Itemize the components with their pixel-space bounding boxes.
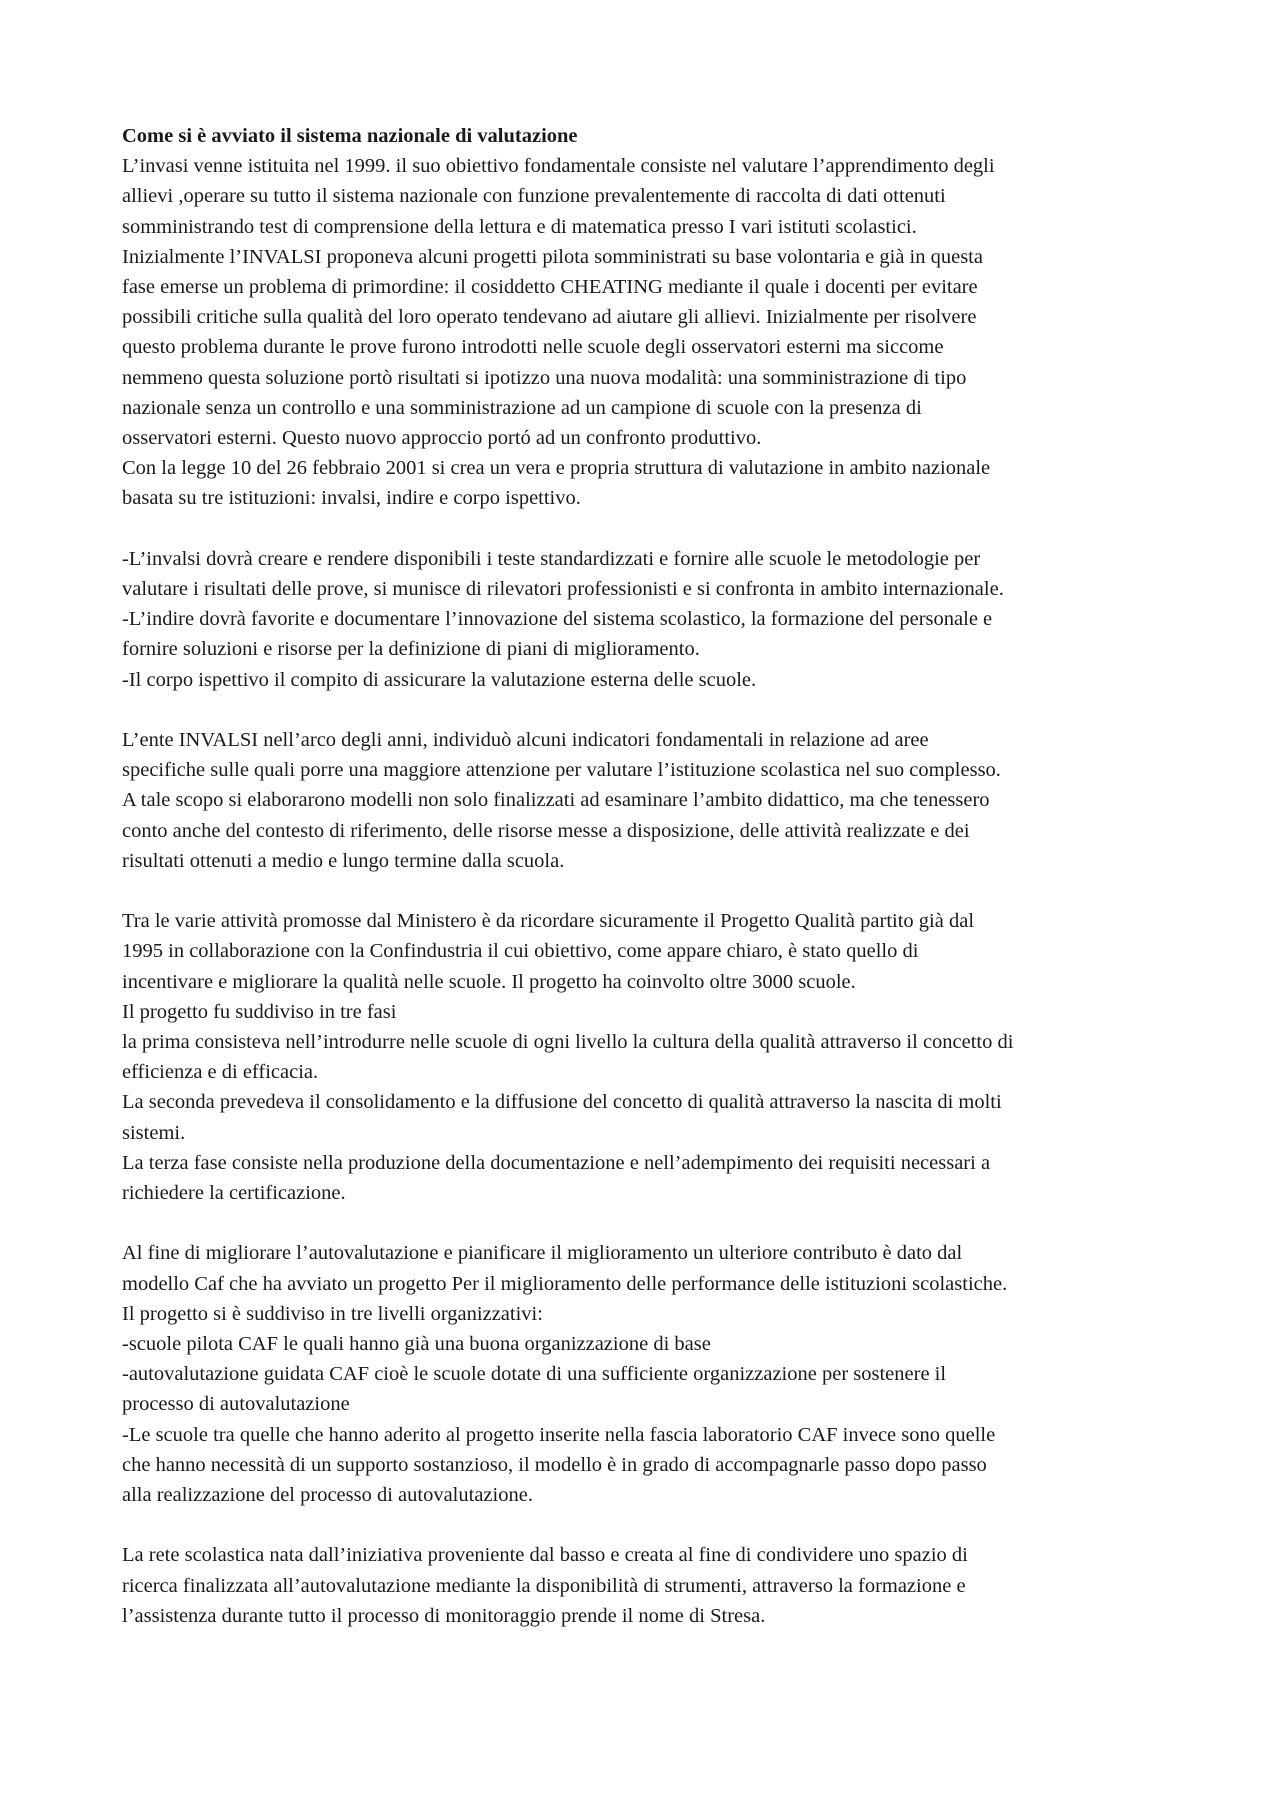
text-line: somministrando test di comprensione della lettura e di matematica presso I vari istituti scolastici.	[122, 215, 917, 238]
text-line: modello Caf che ha avviato un progetto Per il miglioramento delle performance delle istituzioni scolastiche.	[122, 1272, 1008, 1295]
document-body	[122, 151, 1170, 1631]
text-line: valutare i risultati delle prove, si munisce di rilevatori professionisti e si confronta in ambito internazionale.	[122, 578, 1004, 601]
paragraph-spacer	[122, 695, 1170, 725]
text-line: -scuole pilota CAF le quali hanno già una buona organizzazione di base	[122, 1333, 711, 1356]
text-line: L’ente INVALSI nell’arco degli anni, individuò alcuni indicatori fondamentali in relazione ad aree	[122, 729, 929, 752]
text-line: incentivare e migliorare la qualità nelle scuole. Il progetto ha coinvolto oltre 3000 scuole.	[122, 970, 856, 993]
text-line: allievi ,operare su tutto il sistema nazionale con funzione prevalentemente di raccolta di dati ottenuti	[122, 185, 946, 208]
text-line: Il progetto fu suddiviso in tre fasi	[122, 1000, 397, 1023]
text-line: osservatori esterni. Questo nuovo approccio portó ad un confronto produttivo.	[122, 427, 762, 450]
paragraph-spacer	[122, 1208, 1170, 1238]
paragraph-spacer	[122, 876, 1170, 906]
text-line: richiedere la certificazione.	[122, 1182, 346, 1205]
text-line: basata su tre istituzioni: invalsi, indire e corpo ispettivo.	[122, 487, 581, 510]
paragraph	[122, 1540, 1170, 1631]
text-line: processo di autovalutazione	[122, 1393, 350, 1416]
text-line: risultati ottenuti a medio e lungo termine dalla scuola.	[122, 849, 565, 872]
text-line: -Il corpo ispettivo il compito di assicurare la valutazione esterna delle scuole.	[122, 668, 757, 691]
text-line: che hanno necessità di un supporto sostanzioso, il modello è in grado di accompagnarle passo dopo passo	[122, 1453, 987, 1476]
text-line: -Le scuole tra quelle che hanno aderito al progetto inserite nella fascia laboratorio CAF invece sono quelle	[122, 1423, 996, 1446]
text-line: fornire soluzioni e risorse per la definizione di piani di miglioramento.	[122, 638, 700, 661]
text-line: nazionale senza un controllo e una somministrazione ad un campione di scuole con la presenza di	[122, 396, 922, 419]
text-line: A tale scopo si elaborarono modelli non solo finalizzati ad esaminare l’ambito didattico, ma che tenessero	[122, 789, 990, 812]
paragraph	[122, 906, 1170, 1208]
text-line: -L’indire dovrà favorite e documentare l’innovazione del sistema scolastico, la formazione del personale e	[122, 608, 993, 631]
document-title: Come si è avviato il sistema nazionale di valutazione	[122, 125, 578, 147]
text-line: La seconda prevedeva il consolidamento e la diffusione del concetto di qualità attraverso la nascita di molti	[122, 1091, 1002, 1114]
text-line: la prima consisteva nell’introdurre nelle scuole di ogni livello la cultura della qualità attraverso il concetto di	[122, 1031, 1014, 1054]
text-line: alla realizzazione del processo di autovalutazione.	[122, 1484, 533, 1507]
text-line: conto anche del contesto di riferimento, delle risorse messe a disposizione, delle attività realizzate e dei	[122, 819, 970, 842]
text-line: ricerca finalizzata all’autovalutazione mediante la disponibilità di strumenti, attraverso la formazione e	[122, 1574, 966, 1597]
text-line: Con la legge 10 del 26 febbraio 2001 si crea un vera e propria struttura di valutazione in ambito nazionale	[122, 457, 991, 480]
paragraph-spacer	[122, 514, 1170, 544]
text-line: efficienza e di efficacia.	[122, 1061, 319, 1084]
text-line: possibili critiche sulla qualità del loro operato tendevano ad aiutare gli allievi. Inizialmente per risolvere	[122, 306, 977, 329]
text-line: La terza fase consiste nella produzione della documentazione e nell’adempimento dei requisiti necessari a	[122, 1151, 991, 1174]
text-line: l’assistenza durante tutto il processo di monitoraggio prende il nome di Stresa.	[122, 1604, 766, 1627]
text-line: Tra le varie attività promosse dal Ministero è da ricordare sicuramente il Progetto Qualità partito già dal	[122, 910, 975, 933]
text-line: Il progetto si è suddiviso in tre livelli organizzativi:	[122, 1302, 543, 1325]
text-line: -autovalutazione guidata CAF cioè le scuole dotate di una sufficiente organizzazione per sostenere il	[122, 1363, 947, 1386]
text-line: L’invasi venne istituita nel 1999. il suo obiettivo fondamentale consiste nel valutare l’apprendimento degli	[122, 155, 995, 178]
text-line: Inizialmente l’INVALSI proponeva alcuni progetti pilota somministrati su base volontaria e già in questa	[122, 245, 983, 268]
text-line: questo problema durante le prove furono introdotti nelle scuole degli osservatori esterni ma siccome	[122, 336, 944, 359]
paragraph	[122, 151, 1170, 513]
text-line: nemmeno questa soluzione portò risultati si ipotizzo una nuova modalità: una somministrazione di tipo	[122, 366, 967, 389]
paragraph	[122, 544, 1170, 695]
paragraph	[122, 1238, 1170, 1510]
text-line: specifiche sulle quali porre una maggiore attenzione per valutare l’istituzione scolastica nel suo complesso.	[122, 759, 1001, 782]
text-line: sistemi.	[122, 1121, 186, 1144]
text-line: La rete scolastica nata dall’iniziativa proveniente dal basso e creata al fine di condividere uno spazio di	[122, 1544, 968, 1567]
paragraph	[122, 725, 1170, 876]
text-line: fase emerse un problema di primordine: il cosiddetto CHEATING mediante il quale i docenti per evitare	[122, 276, 978, 299]
paragraph-spacer	[122, 1510, 1170, 1540]
text-line: -L’invalsi dovrà creare e rendere disponibili i teste standardizzati e fornire alle scuole le metodologie per	[122, 547, 981, 570]
text-line: 1995 in collaborazione con la Confindustria il cui obiettivo, come appare chiaro, è stato quello di	[122, 940, 919, 963]
text-line: Al fine di migliorare l’autovalutazione e pianificare il miglioramento un ulteriore contributo è dato dal	[122, 1242, 963, 1265]
